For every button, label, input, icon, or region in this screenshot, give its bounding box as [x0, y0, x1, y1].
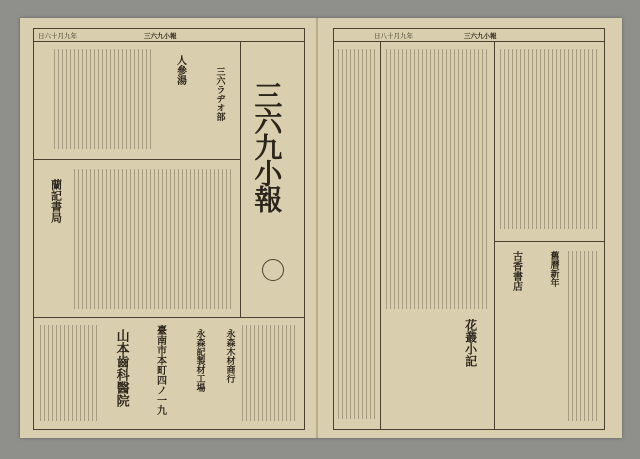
article-text-block	[386, 49, 490, 309]
bottom-band-rule	[34, 317, 304, 318]
ad-text-block	[54, 49, 154, 149]
lumber-factory-ad: 永森記製材工場	[194, 329, 205, 392]
novel-column-title: 花叢小記	[463, 319, 478, 367]
header-title-left: 三六九小報	[144, 32, 177, 40]
bookshop-ad: 古香書店	[510, 251, 522, 291]
section-rule	[494, 241, 604, 242]
left-page-header	[34, 29, 304, 42]
header-date-right: 日八十月九年	[374, 32, 413, 40]
dental-clinic-ad: 山本齒科醫院	[113, 329, 129, 407]
radio-ad: 三六ラヂオ部	[214, 67, 225, 121]
lumber-store-ad: 永森木材商行	[224, 329, 235, 383]
masthead-title: 三六九小報	[250, 81, 284, 211]
header-date-left: 日六十月九年	[38, 32, 77, 40]
right-page-header	[334, 29, 604, 42]
section-rule	[34, 159, 240, 160]
address-ad: 臺南市本町四ノ一九	[154, 325, 166, 415]
column-rule	[240, 41, 241, 317]
new-year-ad: 舊曆新年	[548, 251, 559, 287]
newspaper-sheet	[20, 18, 622, 438]
article-text-block	[500, 49, 600, 229]
article-text-block	[74, 169, 234, 309]
table-column	[338, 49, 376, 419]
bookstore-ad: 蘭記書局	[49, 179, 63, 223]
left-page	[33, 28, 305, 430]
right-page	[333, 28, 605, 430]
bottom-left-ad-text	[40, 325, 100, 421]
ad-text-block	[568, 251, 600, 421]
column-rule	[380, 41, 381, 429]
masthead	[248, 81, 300, 251]
pharmacy-ad: 人參湯	[174, 55, 186, 85]
masthead-emblem	[262, 259, 284, 281]
column-rule	[494, 41, 495, 429]
bottom-ad-text	[242, 325, 298, 421]
header-title-right: 三六九小報	[464, 32, 497, 40]
center-fold	[316, 18, 318, 438]
